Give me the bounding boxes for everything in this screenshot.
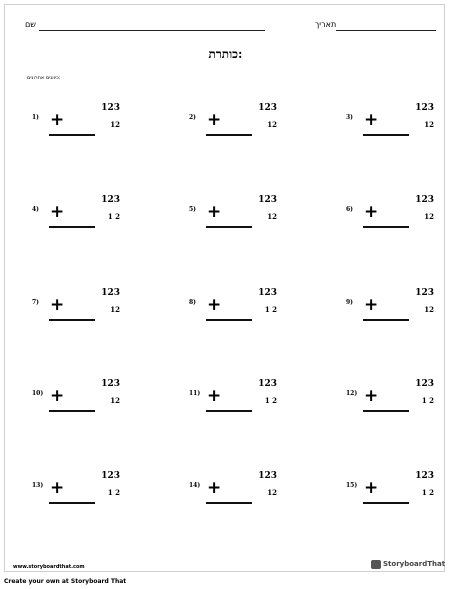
date-label: תאריך [315, 20, 337, 29]
answer-line [49, 319, 95, 321]
problem-number: 9) [346, 299, 354, 306]
answer-line [206, 319, 252, 321]
addition-problem [346, 471, 434, 517]
addition-problem [346, 288, 434, 334]
logo-icon [371, 560, 381, 569]
addend-top: 123 [415, 103, 434, 113]
addition-problem [346, 195, 434, 241]
addend-top: 123 [101, 288, 120, 298]
addend-bottom: 12 [424, 305, 434, 314]
addend-bottom: 12 [424, 212, 434, 221]
addend-top: 123 [415, 288, 434, 298]
plus-sign: + [207, 295, 222, 315]
addend-bottom: 1 2 [107, 212, 120, 221]
addend-top: 123 [101, 379, 120, 389]
plus-sign: + [364, 478, 379, 498]
addend-top: 123 [258, 471, 277, 481]
instructions: כיוונים אחרונים: [27, 75, 61, 81]
plus-sign: + [50, 110, 65, 130]
date-line [336, 30, 436, 31]
addend-top: 123 [101, 195, 120, 205]
answer-line [49, 226, 95, 228]
addend-top: 123 [258, 288, 277, 298]
problem-number: 6) [346, 206, 354, 213]
addition-problem [32, 195, 120, 241]
addend-bottom: 1 2 [107, 488, 120, 497]
problem-number: 11) [189, 390, 201, 397]
problem-number: 13) [32, 482, 44, 489]
problem-number: 12) [346, 390, 358, 397]
answer-line [49, 410, 95, 412]
problem-number: 3) [346, 114, 354, 121]
answer-line [363, 502, 409, 504]
plus-sign: + [364, 202, 379, 222]
addend-top: 123 [101, 471, 120, 481]
problem-number: 14) [189, 482, 201, 489]
plus-sign: + [207, 110, 222, 130]
addend-bottom: 1 2 [264, 396, 277, 405]
addend-bottom: 12 [110, 120, 120, 129]
addition-problem [32, 379, 120, 425]
plus-sign: + [207, 386, 222, 406]
answer-line [206, 410, 252, 412]
addition-problem [32, 103, 120, 149]
footer-text: Create your own at Storyboard That [4, 578, 127, 585]
plus-sign: + [207, 202, 222, 222]
logo-text: StoryboardThat [383, 560, 446, 568]
addend-top: 123 [415, 195, 434, 205]
problem-number: 4) [32, 206, 40, 213]
problem-number: 15) [346, 482, 358, 489]
addition-problem [346, 379, 434, 425]
problem-number: 10) [32, 390, 44, 397]
addend-bottom: 12 [110, 305, 120, 314]
answer-line [363, 410, 409, 412]
addend-bottom: 12 [267, 488, 277, 497]
answer-line [206, 502, 252, 504]
plus-sign: + [50, 202, 65, 222]
plus-sign: + [364, 386, 379, 406]
site-url: www.storyboardthat.com [13, 564, 85, 570]
answer-line [363, 226, 409, 228]
answer-line [49, 134, 95, 136]
addend-top: 123 [258, 379, 277, 389]
addition-problem [32, 471, 120, 517]
addend-bottom: 12 [110, 396, 120, 405]
problem-number: 1) [32, 114, 40, 121]
problem-number: 5) [189, 206, 197, 213]
addend-top: 123 [258, 195, 277, 205]
addend-bottom: 1 2 [421, 488, 434, 497]
worksheet [4, 4, 445, 572]
addition-problem [32, 288, 120, 334]
addend-bottom: 1 2 [264, 305, 277, 314]
addend-bottom: 12 [424, 120, 434, 129]
plus-sign: + [207, 478, 222, 498]
answer-line [363, 319, 409, 321]
plus-sign: + [364, 110, 379, 130]
addend-top: 123 [101, 103, 120, 113]
name-line [39, 30, 265, 31]
addend-bottom: 12 [267, 120, 277, 129]
answer-line [206, 134, 252, 136]
addend-top: 123 [415, 379, 434, 389]
problem-number: 8) [189, 299, 197, 306]
plus-sign: + [50, 478, 65, 498]
addend-top: 123 [258, 103, 277, 113]
addend-bottom: 1 2 [421, 396, 434, 405]
addition-problem [189, 471, 277, 517]
plus-sign: + [50, 295, 65, 315]
name-label: שם [25, 20, 36, 29]
answer-line [363, 134, 409, 136]
addition-problem [189, 195, 277, 241]
answer-line [49, 502, 95, 504]
problem-number: 7) [32, 299, 40, 306]
addition-problem [189, 379, 277, 425]
addition-problem [189, 288, 277, 334]
page-title: כותרת: [208, 47, 243, 61]
addend-bottom: 12 [267, 212, 277, 221]
problem-number: 2) [189, 114, 197, 121]
plus-sign: + [364, 295, 379, 315]
addition-problem [346, 103, 434, 149]
addition-problem [189, 103, 277, 149]
answer-line [206, 226, 252, 228]
plus-sign: + [50, 386, 65, 406]
addend-top: 123 [415, 471, 434, 481]
storyboardthat-logo [371, 558, 445, 570]
